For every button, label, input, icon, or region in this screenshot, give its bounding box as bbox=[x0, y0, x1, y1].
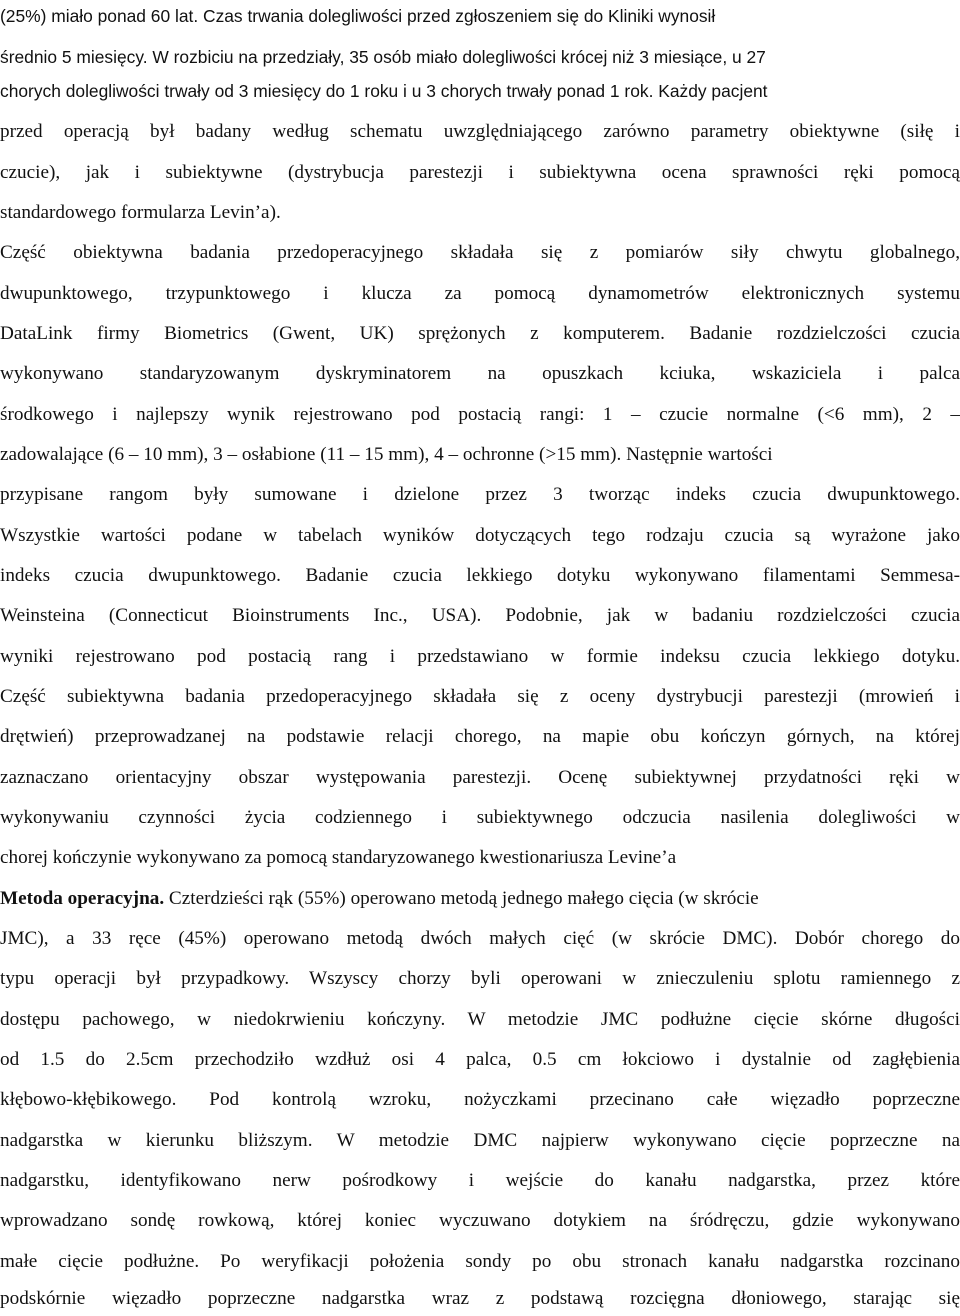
text-line: od 1.5 do 2.5cm przechodziło wzdłuż osi 4 palca, 0.5 cm łokciowo i dystalnie od zagłębienia bbox=[0, 1049, 960, 1070]
text-line: wykonywaniu czynności życia codziennego i subiektywnego odczucia nasilenia dolegliwości w bbox=[0, 807, 960, 828]
text-line: (25%) miało ponad 60 lat. Czas trwania dolegliwości przed zgłoszeniem się do Kliniki wynosił bbox=[0, 6, 716, 26]
text-line: wyniki rejestrowano pod postacią rang i przedstawiano w formie indeksu czucia lekkiego dotyku. bbox=[0, 646, 960, 667]
text-line: średnio 5 miesięcy. W rozbiciu na przedziały, 35 osób miało dolegliwości krócej niż 3 miesiące, u 27 bbox=[0, 47, 766, 67]
text-line: dwupunktowego, trzypunktowego i klucza za pomocą dynamometrów elektronicznych systemu bbox=[0, 283, 960, 304]
text-line: nadgarstku, identyfikowano nerw pośrodkowy i wejście do kanału nadgarstka, przez które bbox=[0, 1170, 960, 1191]
text-line: nadgarstka w kierunku bliższym. W metodzie DMC najpierw wykonywano cięcie poprzeczne na bbox=[0, 1130, 960, 1151]
text-line: Część obiektywna badania przedoperacyjnego składała się z pomiarów siły chwytu globalnego, bbox=[0, 242, 960, 263]
text-line: Część subiektywna badania przedoperacyjnego składała się z oceny dystrybucji parestezji (mrowień i bbox=[0, 686, 960, 707]
text-line: chorych dolegliwości trwały od 3 miesięcy do 1 roku i u 3 chorych trwały ponad 1 rok. Każdy pacjent bbox=[0, 81, 768, 101]
text-line: chorej kończynie wykonywano za pomocą standaryzowanego kwestionariusza Levine’a bbox=[0, 847, 677, 868]
text-line: przed operacją był badany według schematu uwzględniającego zarówno parametry obiektywne (siłę i bbox=[0, 121, 960, 142]
text-line: przypisane rangom były sumowane i dzielone przez 3 tworząc indeks czucia dwupunktowego. bbox=[0, 484, 960, 505]
text-span: Czterdzieści rąk (55%) operowano metodą jednego małego cięcia (w skrócie bbox=[164, 888, 759, 909]
text-line: Weinsteina (Connecticut Bioinstruments Inc., USA). Podobnie, jak w badaniu rozdzielczości czucia bbox=[0, 605, 960, 626]
section-heading: Metoda operacyjna. bbox=[0, 888, 165, 909]
text-line: czucie), jak i subiektywne (dystrybucja parestezji i subiektywna ocena sprawności ręki pomocą bbox=[0, 162, 960, 183]
text-line: typu operacji był przypadkowy. Wszyscy chorzy byli operowani w znieczuleniu splotu ramiennego z bbox=[0, 968, 960, 989]
text-line: drętwień) przeprowadzanej na podstawie relacji chorego, na mapie obu kończyn górnych, na której bbox=[0, 726, 960, 747]
text-line: zaznaczano orientacyjny obszar występowania parestezji. Ocenę subiektywnej przydatności ręki w bbox=[0, 767, 960, 788]
text-line: wprowadzano sondę rowkową, której koniec wyczuwano dotykiem na śródręczu, gdzie wykonywano bbox=[0, 1210, 960, 1231]
text-line: JMC), a 33 ręce (45%) operowano metodą dwóch małych cięć (w skrócie DMC). Dobór chorego do bbox=[0, 928, 960, 949]
text-line: dostępu pachowego, w niedokrwieniu kończyny. W metodzie JMC podłużne cięcie skórne długości bbox=[0, 1009, 960, 1030]
text-line: środkowego i najlepszy wynik rejestrowano pod postacią rangi: 1 – czucie normalne (<6 mm), 2 – bbox=[0, 404, 960, 425]
text-line bbox=[0, 878, 960, 919]
text-line: małe cięcie podłużne. Po weryfikacji położenia sondy po obu stronach kanału nadgarstka rozcinano bbox=[0, 1251, 960, 1272]
text-line: podskórnie więzadło poprzeczne nadgarstka wraz z podstawą rozcięgna dłoniowego, starając się bbox=[0, 1288, 960, 1309]
text-line: indeks czucia dwupunktowego. Badanie czucia lekkiego dotyku wykonywano filamentami Semmesa- bbox=[0, 565, 960, 586]
text-line: kłębowo-kłębikowego. Pod kontrolą wzroku, nożyczkami przecinano całe więzadło poprzeczne bbox=[0, 1089, 960, 1110]
text-line: zadowalające (6 – 10 mm), 3 – osłabione (11 – 15 mm), 4 – ochronne (>15 mm). Następnie wartości bbox=[0, 444, 773, 465]
text-line: Wszystkie wartości podane w tabelach wyników dotyczących tego rodzaju czucia są wyrażone jako bbox=[0, 525, 960, 546]
text-line: DataLink firmy Biometrics (Gwent, UK) sprężonych z komputerem. Badanie rozdzielczości czucia bbox=[0, 323, 960, 344]
text-line: standardowego formularza Levin’a). bbox=[0, 202, 281, 223]
text-line: wykonywano standaryzowanym dyskryminatorem na opuszkach kciuka, wskaziciela i palca bbox=[0, 363, 960, 384]
